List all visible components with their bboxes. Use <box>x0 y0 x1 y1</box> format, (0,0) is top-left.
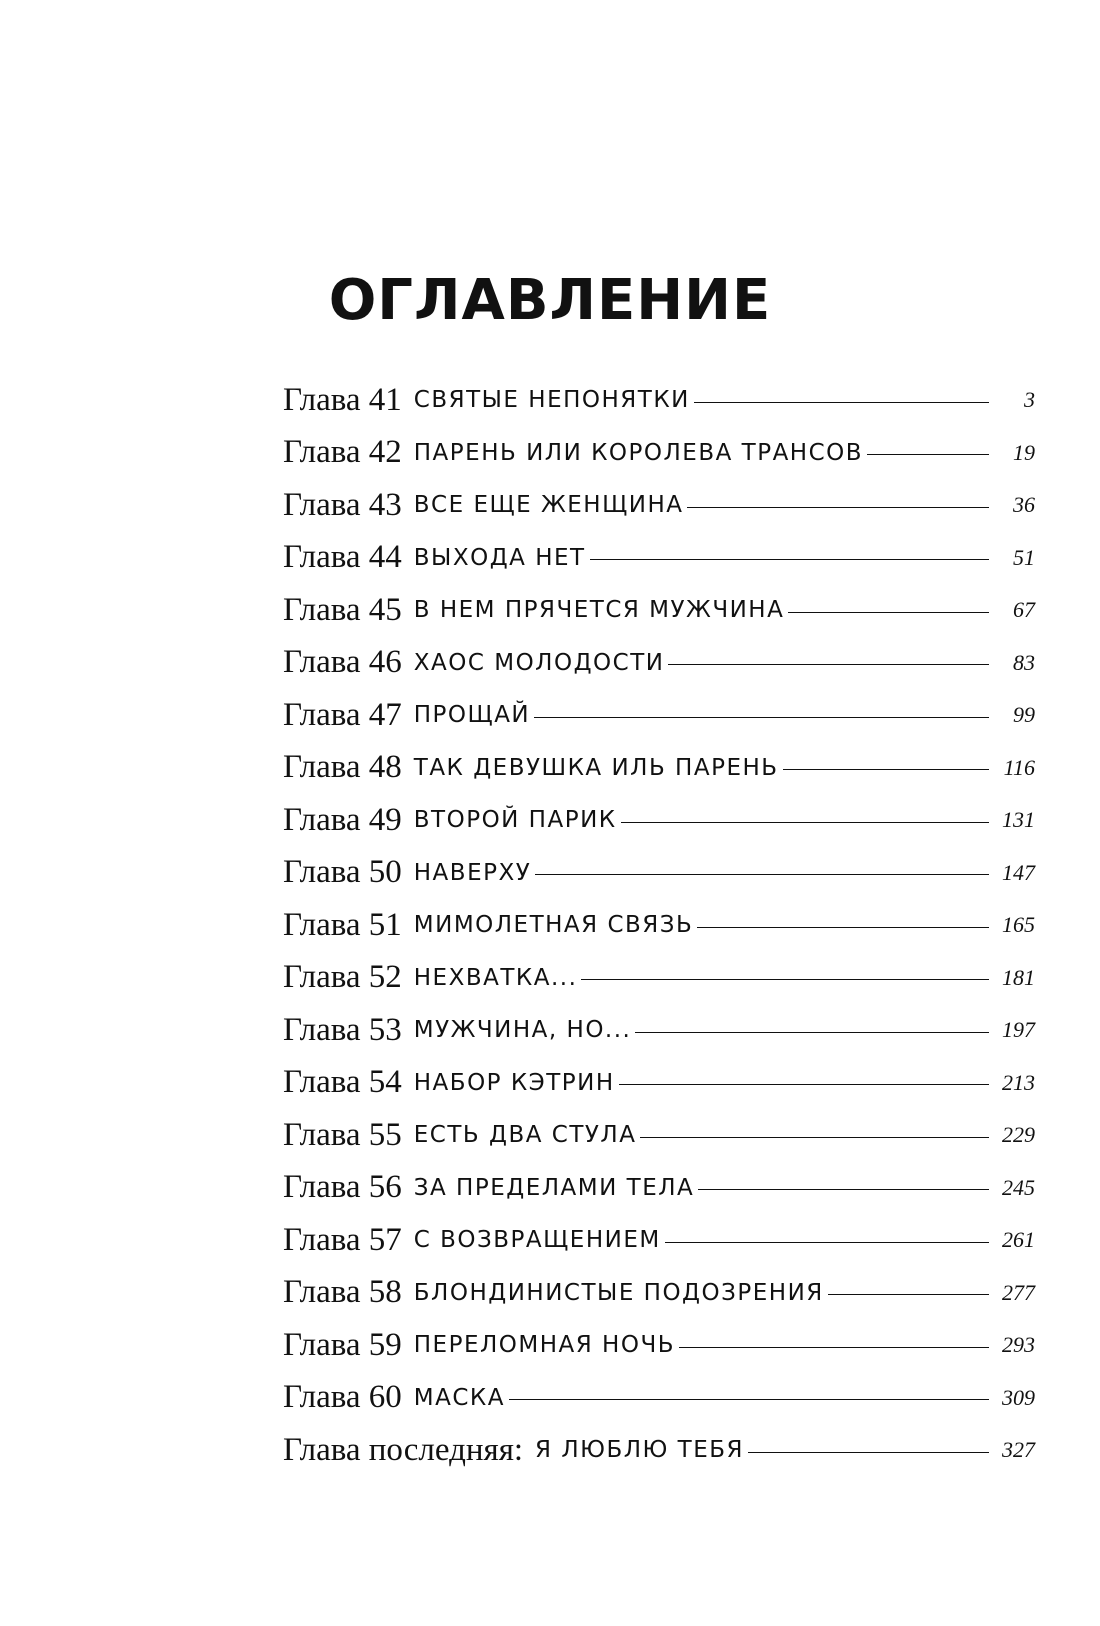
dot-leader-line <box>635 1032 989 1033</box>
chapter-title: С ВОЗВРАЩЕНИЕМ <box>413 1227 661 1254</box>
toc-entry[interactable] <box>283 374 1035 427</box>
toc-entry[interactable] <box>283 689 1035 742</box>
chapter-title: МУЖЧИНА, НО... <box>413 1017 632 1044</box>
page-number: 309 <box>1002 1384 1035 1410</box>
chapter-number: Глава 43 <box>283 486 402 523</box>
toc-entry[interactable] <box>283 1004 1035 1057</box>
chapter-title: ХАОС МОЛОДОСТИ <box>413 649 665 676</box>
toc-entry[interactable] <box>283 1372 1035 1425</box>
toc-entry[interactable] <box>283 847 1035 900</box>
page-number: 3 <box>1024 387 1035 413</box>
dot-leader-line <box>590 559 989 560</box>
chapter-title: ВЫХОДА НЕТ <box>413 544 586 571</box>
toc-entry[interactable] <box>283 532 1035 585</box>
dot-leader-line <box>694 402 989 403</box>
toc-entry[interactable] <box>283 1319 1035 1372</box>
chapter-title: ЕСТЬ ДВА СТУЛА <box>413 1122 637 1149</box>
toc-entry[interactable] <box>283 427 1035 480</box>
chapter-number: Глава 48 <box>283 749 402 786</box>
toc-entry[interactable] <box>283 1424 1035 1477</box>
toc-entry[interactable] <box>283 479 1035 532</box>
chapter-title: ВТОРОЙ ПАРИК <box>413 807 617 834</box>
dot-leader-line <box>748 1452 989 1453</box>
chapter-number: Глава 56 <box>283 1169 402 1206</box>
toc-entry[interactable] <box>283 1267 1035 1320</box>
dot-leader-line <box>665 1242 989 1243</box>
chapter-number: Глава 57 <box>283 1221 402 1258</box>
chapter-title: Я ЛЮБЛЮ ТЕБЯ <box>535 1437 745 1464</box>
page-number: 131 <box>1002 807 1035 833</box>
chapter-number: Глава 50 <box>283 854 402 891</box>
chapter-number: Глава 46 <box>283 644 402 681</box>
chapter-number: Глава 44 <box>283 539 402 576</box>
chapter-title: НАВЕРХУ <box>413 859 532 886</box>
chapter-number: Глава последняя: <box>283 1431 524 1468</box>
chapter-title: НЕХВАТКА... <box>413 964 578 991</box>
page-number: 165 <box>1002 912 1035 938</box>
dot-leader-line <box>783 769 989 770</box>
dot-leader-line <box>619 1084 989 1085</box>
page-number: 147 <box>1002 859 1035 885</box>
toc-entry[interactable] <box>283 952 1035 1005</box>
chapter-title: ПАРЕНЬ ИЛИ КОРОЛЕВА ТРАНСОВ <box>413 439 864 466</box>
chapter-title: ВСЕ ЕЩЕ ЖЕНЩИНА <box>413 492 684 519</box>
dot-leader-line <box>640 1137 989 1138</box>
toc-entry[interactable] <box>283 742 1035 795</box>
chapter-number: Глава 42 <box>283 434 402 471</box>
toc-entry[interactable] <box>283 1162 1035 1215</box>
toc-entry[interactable] <box>283 1057 1035 1110</box>
page-number: 293 <box>1002 1332 1035 1358</box>
chapter-number: Глава 52 <box>283 959 402 996</box>
dot-leader-line <box>788 612 989 613</box>
dot-leader-line <box>828 1294 989 1295</box>
chapter-number: Глава 41 <box>283 381 402 418</box>
chapter-number: Глава 45 <box>283 591 402 628</box>
toc-entry[interactable] <box>283 1214 1035 1267</box>
page-number: 197 <box>1002 1017 1035 1043</box>
toc-entry[interactable] <box>283 1109 1035 1162</box>
page-number: 181 <box>1002 964 1035 990</box>
page-number: 261 <box>1002 1227 1035 1253</box>
chapter-number: Глава 51 <box>283 906 402 943</box>
dot-leader-line <box>534 717 989 718</box>
page-number: 19 <box>1013 439 1035 465</box>
chapter-number: Глава 58 <box>283 1274 402 1311</box>
chapter-title: ПРОЩАЙ <box>413 702 531 729</box>
dot-leader-line <box>867 454 989 455</box>
dot-leader-line <box>697 927 989 928</box>
chapter-title: МИМОЛЕТНАЯ СВЯЗЬ <box>413 912 694 939</box>
page-number: 36 <box>1013 492 1035 518</box>
toc-entry[interactable] <box>283 584 1035 637</box>
chapter-number: Глава 54 <box>283 1064 402 1101</box>
page-number: 213 <box>1002 1069 1035 1095</box>
chapter-number: Глава 49 <box>283 801 402 838</box>
dot-leader-line <box>679 1347 989 1348</box>
page-number: 83 <box>1013 649 1035 675</box>
chapter-number: Глава 60 <box>283 1379 402 1416</box>
page-number: 99 <box>1013 702 1035 728</box>
dot-leader-line <box>621 822 989 823</box>
chapter-title: В НЕМ ПРЯЧЕТСЯ МУЖЧИНА <box>413 597 785 624</box>
chapter-number: Глава 53 <box>283 1011 402 1048</box>
chapter-title: ЗА ПРЕДЕЛАМИ ТЕЛА <box>413 1174 695 1201</box>
toc-entry[interactable] <box>283 899 1035 952</box>
dot-leader-line <box>668 664 989 665</box>
dot-leader-line <box>687 507 989 508</box>
chapter-title: БЛОНДИНИСТЫЕ ПОДОЗРЕНИЯ <box>413 1279 824 1306</box>
page-number: 116 <box>1003 754 1035 780</box>
chapter-number: Глава 59 <box>283 1326 402 1363</box>
dot-leader-line <box>698 1189 989 1190</box>
page-number: 51 <box>1013 544 1035 570</box>
toc-entry[interactable] <box>283 794 1035 847</box>
chapter-title: МАСКА <box>413 1384 505 1411</box>
chapter-title: НАБОР КЭТРИН <box>413 1069 615 1096</box>
chapter-title: ПЕРЕЛОМНАЯ НОЧЬ <box>413 1332 676 1359</box>
dot-leader-line <box>581 979 989 980</box>
page-title: ОГЛАВЛЕНИЕ <box>328 268 772 333</box>
table-of-contents <box>283 374 1035 1477</box>
dot-leader-line <box>509 1399 989 1400</box>
dot-leader-line <box>535 874 989 875</box>
page-number: 229 <box>1002 1122 1035 1148</box>
page-number: 277 <box>1002 1279 1035 1305</box>
chapter-number: Глава 55 <box>283 1116 402 1153</box>
toc-entry[interactable] <box>283 637 1035 690</box>
chapter-title: СВЯТЫЕ НЕПОНЯТКИ <box>413 387 690 414</box>
page-number: 245 <box>1002 1174 1035 1200</box>
page-number: 67 <box>1013 597 1035 623</box>
chapter-title: ТАК ДЕВУШКА ИЛЬ ПАРЕНЬ <box>413 754 779 781</box>
chapter-number: Глава 47 <box>283 696 402 733</box>
page-number: 327 <box>1002 1437 1035 1463</box>
